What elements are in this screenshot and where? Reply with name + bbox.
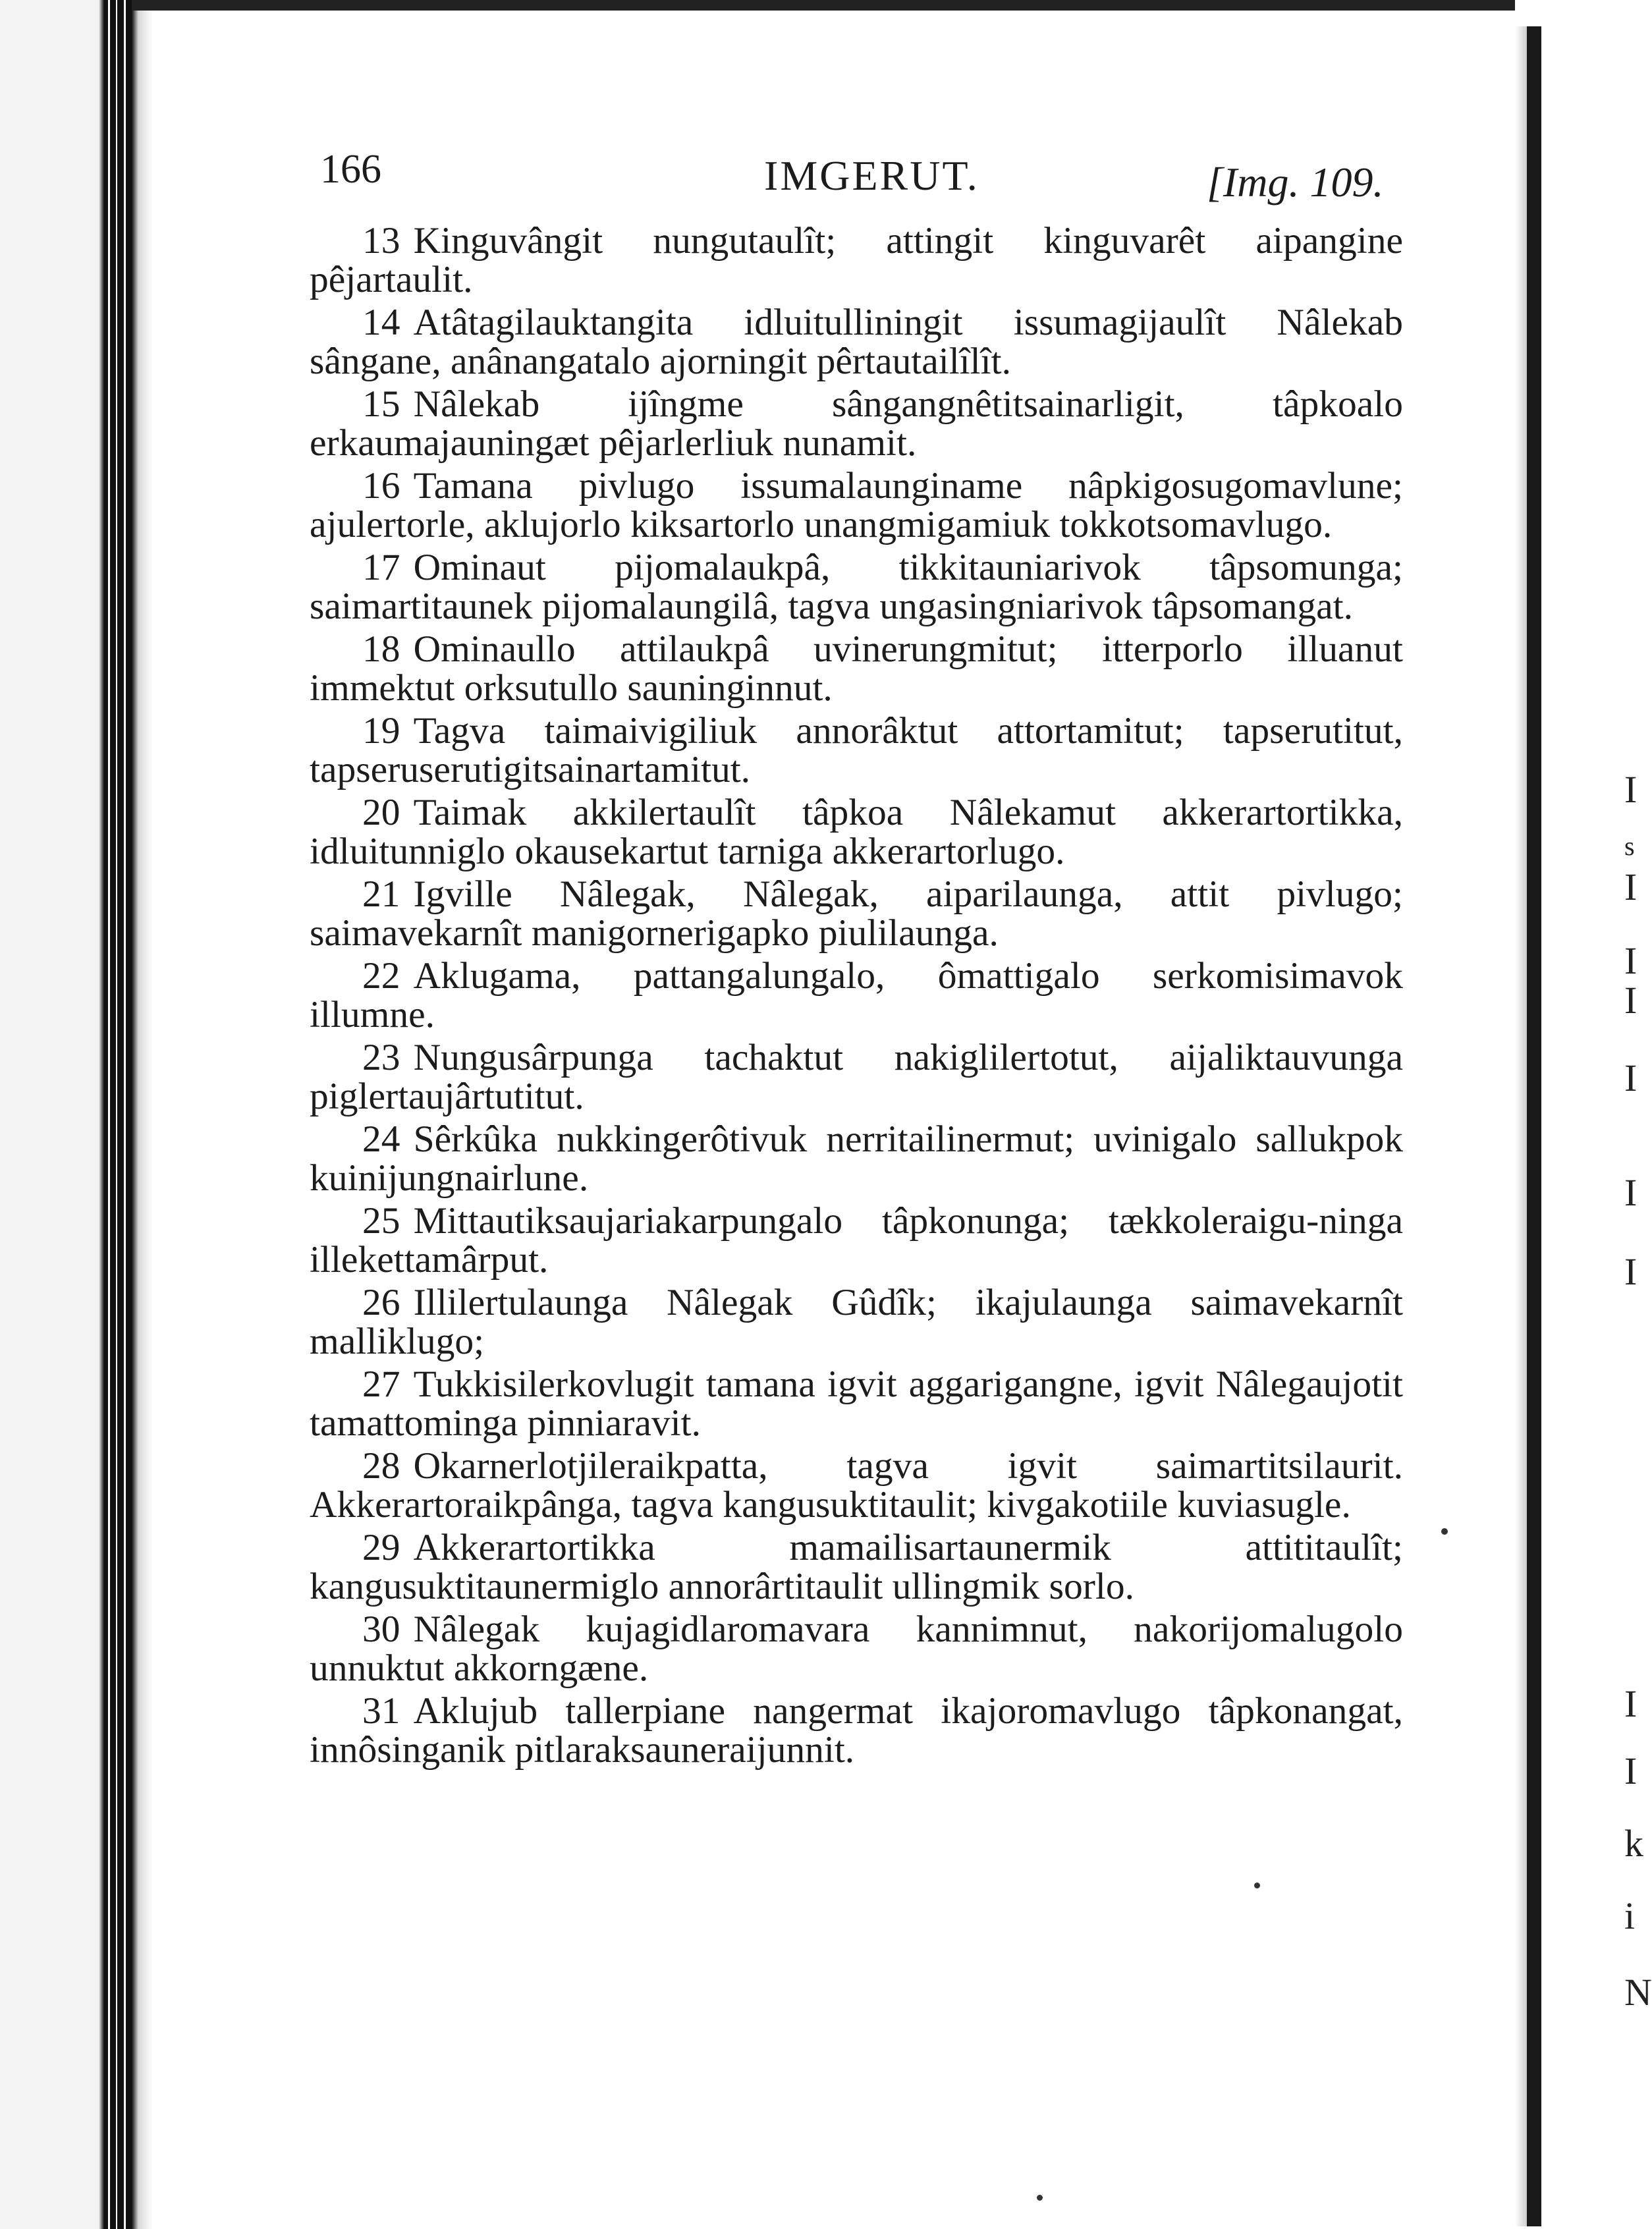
verse — [310, 466, 1403, 544]
edge-letter: I — [1624, 1682, 1638, 1725]
edge-letter: I — [1624, 979, 1638, 1022]
verse — [310, 1120, 1403, 1197]
verse — [310, 548, 1403, 626]
verse-number: 19 — [362, 710, 400, 752]
gutter-shadow — [1515, 26, 1527, 2226]
verse-text: Tagva taimaivigiliuk annorâktut attortamitut; tapserutitut, tapseruserutigitsainartamitut. — [310, 710, 1403, 790]
verse-text: Sêrkûka nukkingerôtivuk nerritailinermut; uvinigalo sallukpok kuinijungnairlune. — [310, 1118, 1403, 1199]
verse — [310, 385, 1403, 462]
verse — [310, 1610, 1403, 1688]
verse-text: Aklujub tallerpiane nangermat ikajoromavlugo tâpkonangat, innôsinganik pitlaraksauneraijunnit. — [310, 1690, 1403, 1771]
verse-text: Atâtagilauktangita idluitulliningit issumagijaulît Nâlekab sângane, anânangatalo ajorningit pêrtautailîlît. — [310, 302, 1403, 382]
verse-text: Kinguvângit nungutaulît; attingit kinguvarêt aipangine pêjartaulit. — [310, 220, 1403, 300]
speck — [1254, 1883, 1260, 1888]
speck — [1441, 1528, 1448, 1535]
verse-text: Tukkisilerkovlugit tamana igvit aggarigangne, igvit Nâlegaujotit tamattominga pinniaravit. — [310, 1363, 1403, 1444]
verse-text: Ominaut pijomalaukpâ, tikkitauniarivok tâpsomunga; saimartitaunek pijomalaungilâ, tagva ungasingniarivok tâpsomangat. — [310, 547, 1403, 627]
book-binding-edge — [0, 0, 153, 2229]
edge-letter: I — [1624, 939, 1638, 982]
binding-stripe — [116, 0, 117, 2229]
verse-number: 14 — [362, 302, 400, 343]
verse-text: Illilertulaunga Nâlegak Gûdîk; ikajulaunga saimavekarnît malliklugo; — [310, 1282, 1403, 1362]
page-gutter — [1527, 26, 1541, 2226]
verse-number: 15 — [362, 383, 400, 425]
verse-text: Okarnerlotjileraikpatta, tagva igvit saimartitsilaurit. Akkerartoraikpânga, tagva kangusuktitaulit; kivgakotiile kuviasugle. — [310, 1445, 1403, 1526]
verse-number: 25 — [362, 1200, 400, 1242]
verse-text: Aklugama, pattangalungalo, ômattigalo serkomisimavok illumne. — [310, 955, 1403, 1035]
verse — [310, 1528, 1403, 1606]
edge-letter: k — [1624, 1822, 1643, 1865]
speck — [1037, 2195, 1043, 2201]
verse — [310, 1283, 1403, 1361]
verse-text: Nâlekab ijîngme sângangnêtitsainarligit, tâpkoalo erkaumajauningæt pêjarlerliuk nunamit. — [310, 383, 1403, 464]
verse-number: 27 — [362, 1363, 400, 1405]
verse-number: 30 — [362, 1609, 400, 1650]
verse — [310, 221, 1403, 299]
verse-number: 22 — [362, 955, 400, 997]
edge-letter: I — [1624, 866, 1638, 908]
verse — [310, 793, 1403, 871]
hymn-reference: [Img. 109. — [1207, 159, 1384, 206]
scan-top-border — [132, 0, 1515, 11]
edge-letter: i — [1624, 1894, 1636, 1937]
verse-number: 21 — [362, 873, 400, 915]
verse-number: 16 — [362, 465, 400, 507]
verse-number: 24 — [362, 1118, 400, 1160]
verse — [310, 630, 1403, 707]
verse-text: Igville Nâlegak, Nâlegak, aiparilaunga, attit pivlugo; saimavekarnît manigornerigapko piulilaunga. — [310, 873, 1403, 954]
verse — [310, 711, 1403, 789]
verse — [310, 303, 1403, 381]
running-head — [0, 146, 1644, 206]
binding-stripe — [124, 0, 126, 2229]
verse-text: Mittautiksaujariakarpungalo tâpkonunga; tækkoleraigu-ninga illekettamârput. — [310, 1200, 1403, 1280]
verse — [310, 875, 1403, 952]
verse-text: Tamana pivlugo issumalaunginame nâpkigosugomavlune; ajulertorle, aklujorlo kiksartorlo unangmigamiuk tokkotsomavlugo. — [310, 465, 1403, 545]
hymn-text — [310, 221, 1403, 1773]
verse — [310, 1365, 1403, 1443]
edge-letter: I — [1624, 1749, 1638, 1792]
edge-letter: s — [1624, 831, 1635, 861]
edge-letter: I — [1624, 768, 1638, 811]
verse — [310, 1038, 1403, 1116]
verse-number: 20 — [362, 792, 400, 833]
verse-number: 13 — [362, 220, 400, 261]
verse-number: 18 — [362, 628, 400, 670]
running-title: IMGERUT. — [764, 152, 979, 199]
edge-letter: N — [1624, 1971, 1652, 2014]
verse — [310, 1201, 1403, 1279]
verse-number: 17 — [362, 547, 400, 588]
binding-stripe — [108, 0, 110, 2229]
verse-text: Ominaullo attilaukpâ uvinerungmitut; itterporlo illuanut immektut orksutullo sauninginnut. — [310, 628, 1403, 709]
verse-text: Akkerartortikka mamailisartaunermik attititaulît; kangusuktitaunermiglo annorârtitaulit ullingmik sorlo. — [310, 1527, 1403, 1607]
verse-number: 28 — [362, 1445, 400, 1487]
verse — [310, 956, 1403, 1034]
edge-letter: I — [1624, 1250, 1638, 1293]
verse-number: 31 — [362, 1690, 400, 1732]
page-number: 166 — [320, 147, 381, 192]
verse — [310, 1692, 1403, 1769]
verse-number: 26 — [362, 1282, 400, 1323]
verse-number: 23 — [362, 1037, 400, 1078]
verse-text: Nâlegak kujagidlaromavara kannimnut, nakorijomalugolo unnuktut akkorngæne. — [310, 1609, 1403, 1689]
verse-text: Nungusârpunga tachaktut nakiglilertotut, aijaliktauvunga piglertaujârtutitut. — [310, 1037, 1403, 1117]
verse-number: 29 — [362, 1527, 400, 1568]
verse — [310, 1446, 1403, 1524]
edge-letter: I — [1624, 1057, 1638, 1099]
verse-text: Taimak akkilertaulît tâpkoa Nâlekamut akkerartortikka, idluitunniglo okausekartut tarniga akkerartorlugo. — [310, 792, 1403, 872]
edge-letter: I — [1624, 1171, 1638, 1214]
